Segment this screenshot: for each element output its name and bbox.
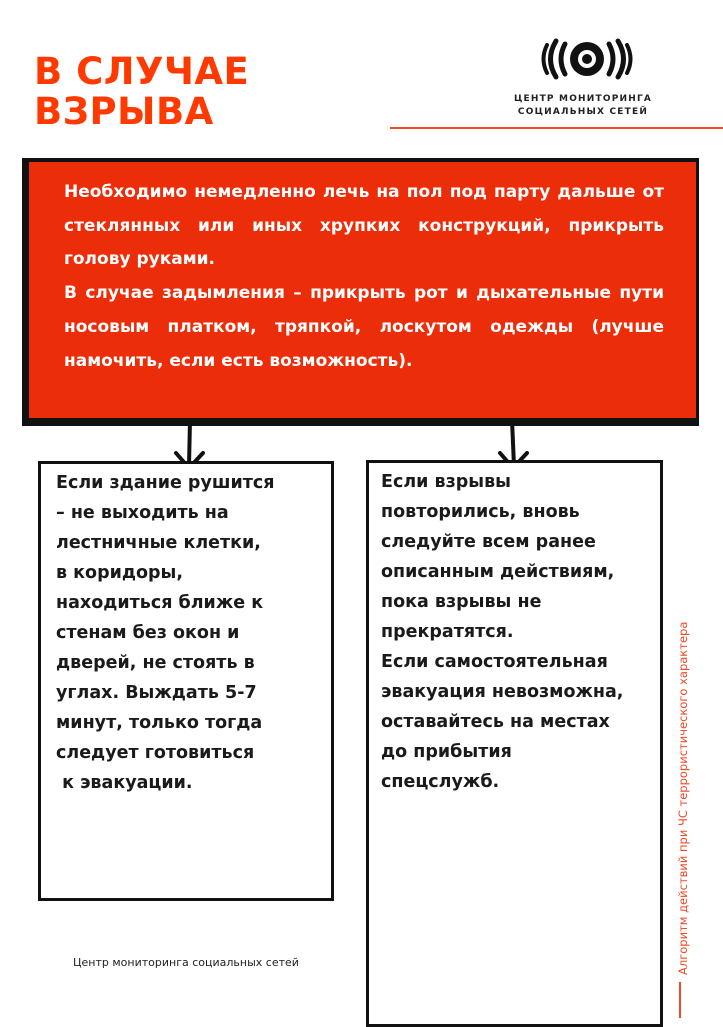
footer-text: Центр мониторинга социальных сетей	[73, 956, 299, 969]
text-line: повторились, вновь	[381, 502, 580, 522]
text-line: описанным действиям,	[381, 562, 615, 582]
main-paragraph-1: Необходимо немедленно лечь на пол под парту дальше от стеклянных или иных хрупких конструкций, прикрыть голову руками.	[64, 182, 664, 270]
main-instruction-text	[64, 176, 664, 378]
text-line: прекратятся.	[381, 622, 514, 642]
text-line: находиться ближе к	[56, 593, 264, 613]
text-line: следуйте всем ранее	[381, 532, 596, 552]
text-line: дверей, не стоять в	[56, 653, 255, 673]
text-line: лестничные клетки,	[56, 533, 261, 553]
text-line: эвакуация невозможна,	[381, 682, 624, 702]
text-line: углах. Выждать 5-7	[56, 683, 257, 703]
text-line: пока взрывы не	[381, 592, 542, 612]
collapse-instructions-text	[56, 468, 326, 798]
text-line: Если здание рушится	[56, 473, 275, 493]
text-line: минут, только тогда	[56, 713, 263, 733]
org-line-1: ЦЕНТР МОНИТОРИНГА	[513, 94, 653, 104]
side-divider	[679, 982, 681, 1018]
text-line: в коридоры,	[56, 563, 184, 583]
main-paragraph-2: В случае задымления – прикрыть рот и дыхательные пути носовым платком, тряпкой, лоскутом одежды (лучше намочить, если есть возможность).	[64, 283, 664, 371]
text-line: стенам без окон и	[56, 623, 240, 643]
text-line: к эвакуации.	[56, 773, 193, 793]
text-line: до прибытия	[381, 742, 512, 762]
text-line: Если взрывы	[381, 472, 511, 492]
header-divider	[390, 127, 723, 129]
organization-name	[500, 93, 666, 119]
page-title	[34, 52, 249, 132]
text-line: спецслужб.	[381, 772, 500, 792]
text-line: Если самостоятельная	[381, 652, 608, 672]
text-line: – не выходить на	[56, 503, 229, 523]
title-line-2: ВЗРЫВА	[34, 90, 214, 133]
broadcast-icon	[540, 36, 634, 82]
org-line-2: СОЦИАЛЬНЫХ СЕТЕЙ	[517, 107, 649, 117]
repeat-explosion-text	[381, 467, 656, 797]
text-line: оставайтесь на местах	[381, 712, 610, 732]
side-caption: Алгоритм действий при ЧС террористического характера	[676, 621, 690, 975]
text-line: следует готовиться	[56, 743, 255, 763]
title-line-1: В СЛУЧАЕ	[34, 50, 250, 93]
